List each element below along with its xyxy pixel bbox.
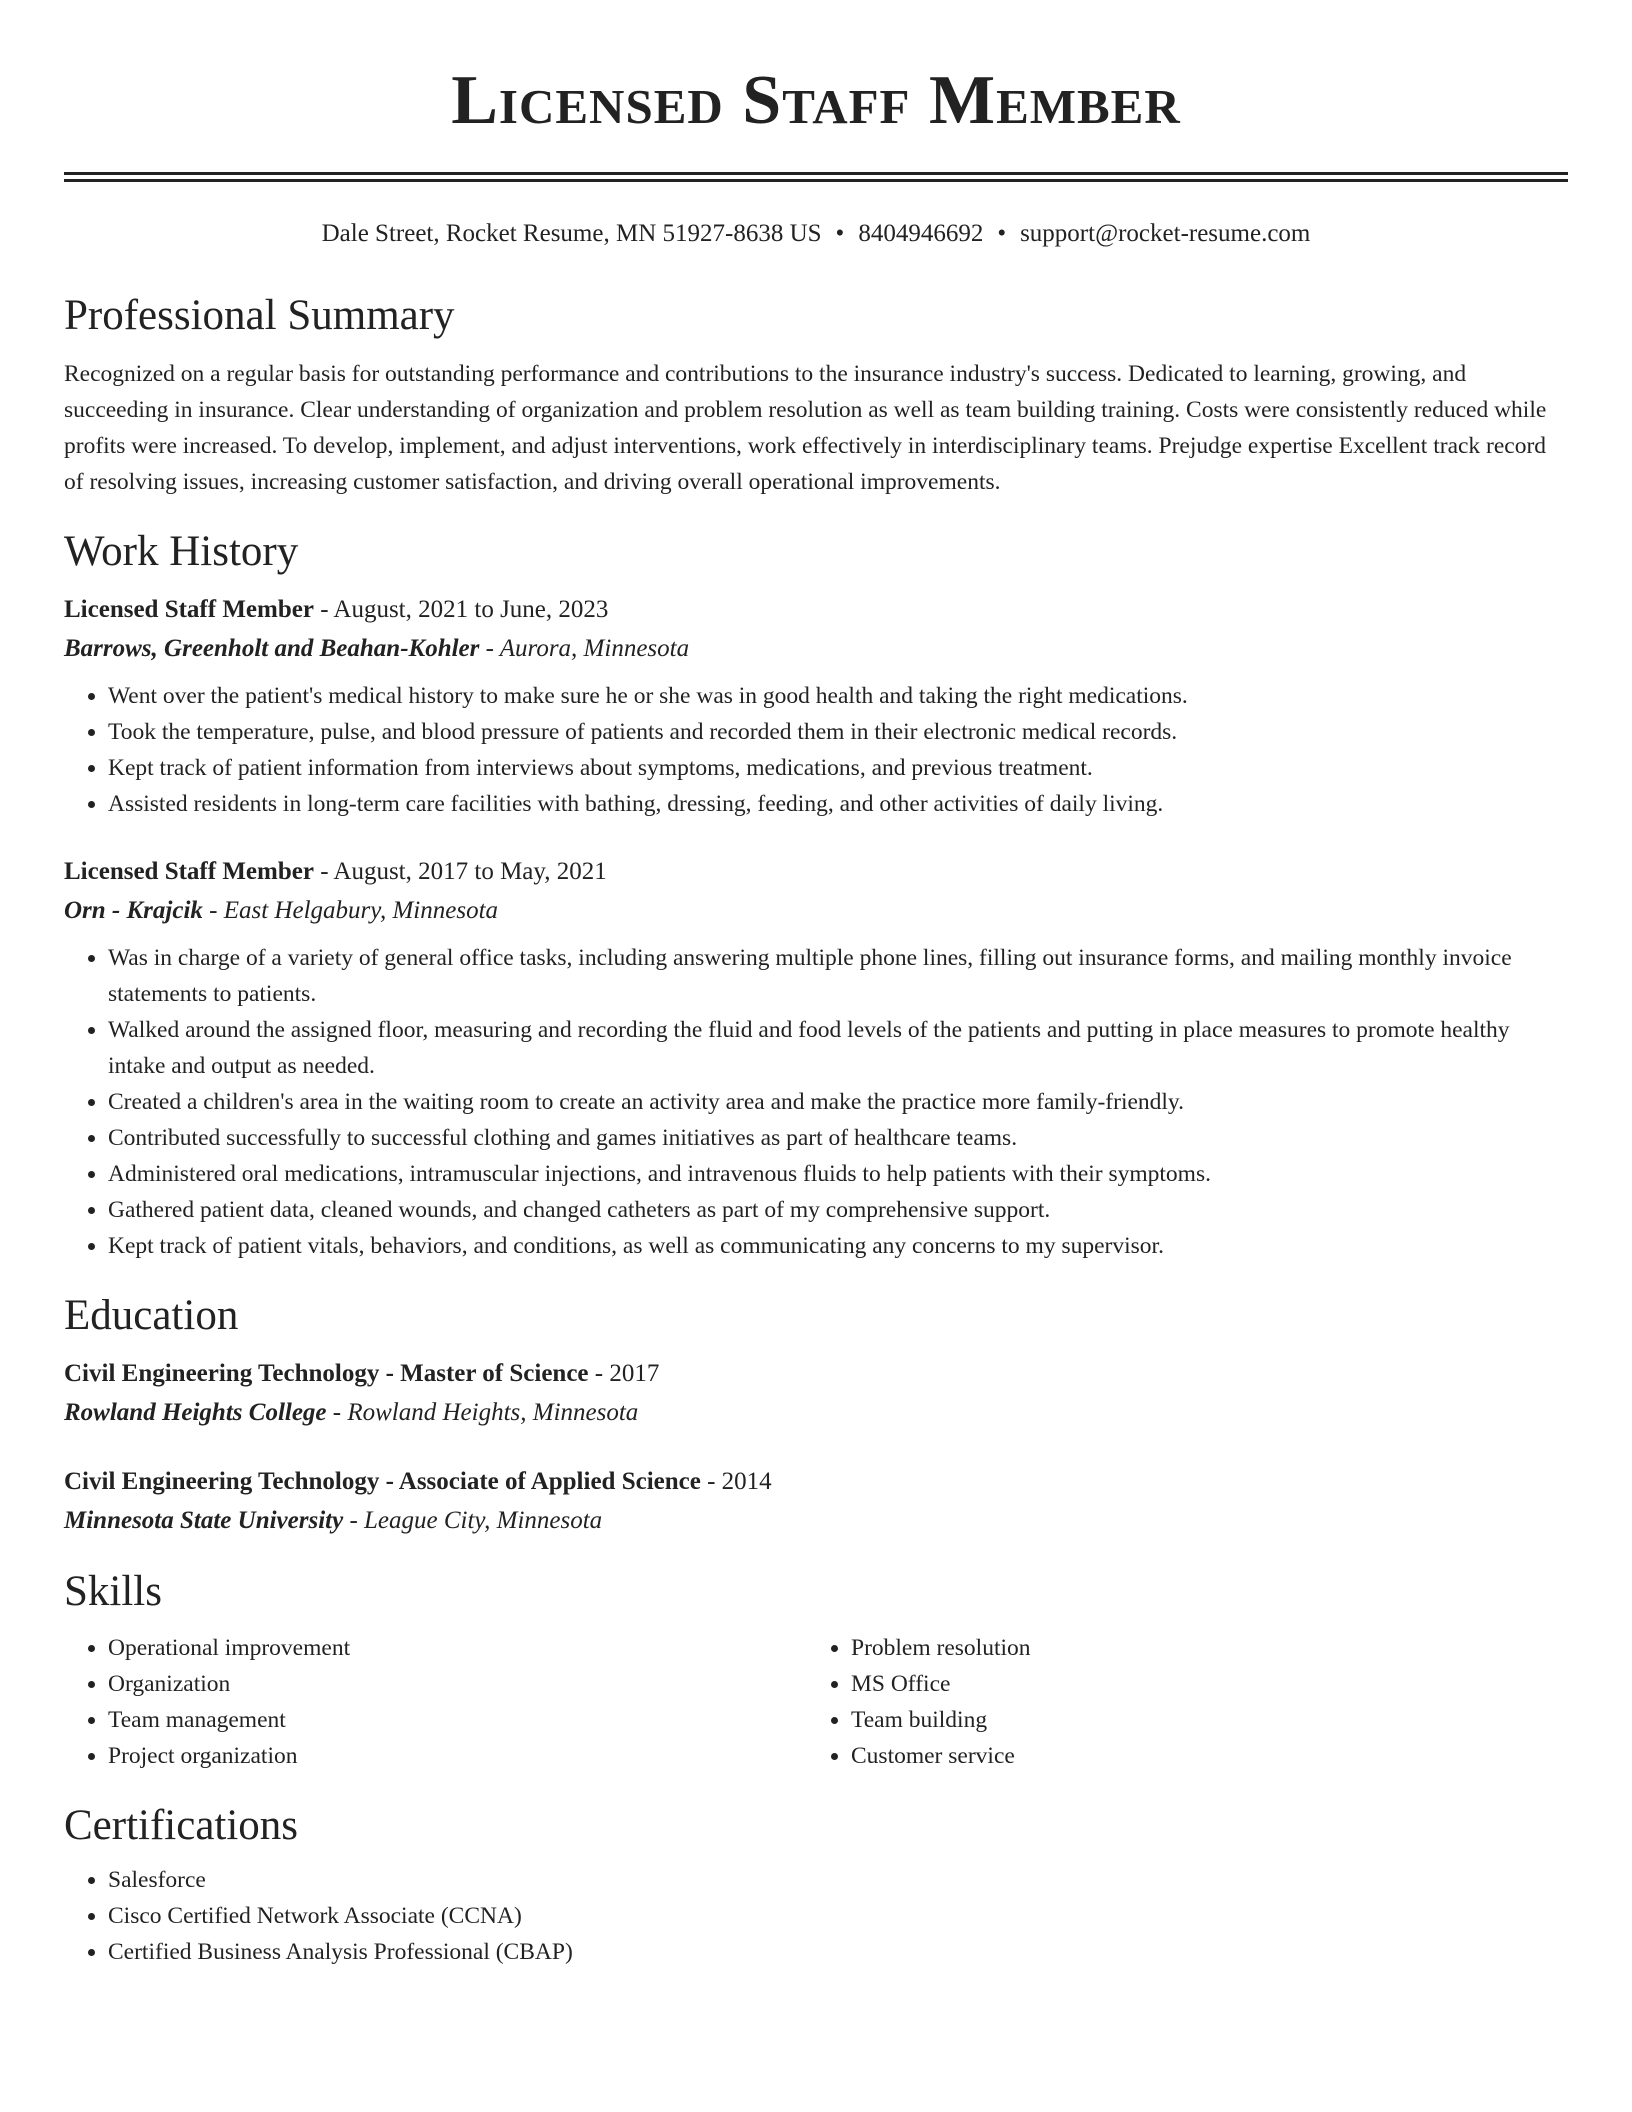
list-item: • Contributed successfully to successful clothing and games initiatives as part of healthcare teams. — [108, 1120, 1568, 1156]
work-history-heading: Work History — [64, 528, 299, 575]
list-item: • Kept track of patient vitals, behaviors, and conditions, as well as communicating any concerns to my supervisor. — [108, 1228, 1568, 1264]
skills-list-left — [64, 1630, 807, 1774]
job-dates: - August, 2017 to May, 2021 — [313, 858, 607, 885]
list-item: • Assisted residents in long-term care facilities with bathing, dressing, feeding, and other activities of daily living. — [108, 786, 1568, 822]
list-item: • Operational improvement — [108, 1630, 807, 1666]
list-item: • Team building — [851, 1702, 1550, 1738]
list-item: • Gathered patient data, cleaned wounds, and changed catheters as part of my comprehensive support. — [108, 1192, 1568, 1228]
job-duties-list — [64, 678, 1568, 822]
degree-name: Civil Engineering Technology - Master of Science — [64, 1360, 589, 1387]
school-line — [64, 1393, 1568, 1432]
school-name: Rowland Heights College — [64, 1399, 327, 1426]
contact-phone: 8404946692 — [858, 220, 984, 247]
job-role: Licensed Staff Member — [64, 858, 314, 885]
degree-name: Civil Engineering Technology - Associate of Applied Science — [64, 1468, 701, 1495]
job-role: Licensed Staff Member — [64, 596, 314, 623]
list-item: • Problem resolution — [851, 1630, 1550, 1666]
list-item: • Was in charge of a variety of general office tasks, including answering multiple phone lines, filling out insurance forms, and mailing monthly invoice statements to patients. — [108, 940, 1568, 1012]
certifications-heading: Certifications — [64, 1802, 299, 1849]
list-item: • Salesforce — [108, 1862, 1568, 1898]
school-location: - League City, Minnesota — [343, 1507, 603, 1534]
education-entry — [64, 1462, 1568, 1540]
degree-year: - 2014 — [700, 1468, 772, 1495]
job-duties-list — [64, 940, 1568, 1264]
contact-line — [64, 216, 1568, 252]
school-name: Minnesota State University — [64, 1507, 344, 1534]
education-heading: Education — [64, 1292, 239, 1339]
education-entry — [64, 1354, 1568, 1432]
resume-name: Licensed Staff Member — [451, 62, 1181, 139]
contact-separator: • — [835, 220, 845, 247]
summary-heading: Professional Summary — [64, 292, 455, 339]
job-company: Barrows, Greenholt and Beahan-Kohler — [64, 635, 480, 662]
list-item: • Created a children's area in the waiting room to create an activity area and make the practice more family-friendly. — [108, 1084, 1568, 1120]
certifications-list — [64, 1862, 1568, 1970]
job-dates: - August, 2021 to June, 2023 — [313, 596, 609, 623]
list-item: • Took the temperature, pulse, and blood pressure of patients and recorded them in their electronic medical records. — [108, 714, 1568, 750]
list-item: • MS Office — [851, 1666, 1550, 1702]
job-location: - East Helgabury, Minnesota — [202, 897, 499, 924]
skills-list-right — [807, 1630, 1550, 1774]
degree-line — [64, 1354, 1568, 1393]
contact-email: support@rocket-resume.com — [1020, 220, 1311, 247]
list-item: • Administered oral medications, intramuscular injections, and intravenous fluids to help patients with their symptoms. — [108, 1156, 1568, 1192]
list-item: • Customer service — [851, 1738, 1550, 1774]
school-line — [64, 1501, 1568, 1540]
skills-grid — [64, 1630, 1568, 1774]
school-location: - Rowland Heights, Minnesota — [326, 1399, 639, 1426]
degree-line — [64, 1462, 1568, 1501]
job-title-line — [64, 852, 1568, 891]
list-item: • Organization — [108, 1666, 807, 1702]
job-entry — [64, 852, 1568, 1264]
list-item: • Walked around the assigned floor, measuring and recording the fluid and food levels of the patients and putting in place measures to promote healthy intake and output as needed. — [108, 1012, 1568, 1084]
list-item: • Cisco Certified Network Associate (CCNA) — [108, 1898, 1568, 1934]
skills-heading: Skills — [64, 1568, 162, 1615]
job-company-line — [64, 891, 1568, 930]
header-double-rule — [64, 172, 1568, 182]
list-item: • Certified Business Analysis Professional (CBAP) — [108, 1934, 1568, 1970]
job-entry — [64, 590, 1568, 822]
list-item: • Went over the patient's medical history to make sure he or she was in good health and taking the right medications. — [108, 678, 1568, 714]
summary-text: Recognized on a regular basis for outstanding performance and contributions to the insurance industry's success. Dedicated to learning, growing, and succeeding in insurance. Clear understanding of organization and problem resolution as well as team building training. Costs were consistently reduced while profits were increased. To develop, implement, and adjust interventions, work effectively in interdisciplinary teams. Prejudge expertise Excellent track record of resolving issues, increasing customer satisfaction, and driving overall operational improvements. — [64, 361, 1547, 495]
job-title-line — [64, 590, 1568, 629]
list-item: • Kept track of patient information from interviews about symptoms, medications, and previous treatment. — [108, 750, 1568, 786]
list-item: • Team management — [108, 1702, 807, 1738]
job-company-line — [64, 629, 1568, 668]
job-company: Orn - Krajcik — [64, 897, 203, 924]
contact-separator: • — [997, 220, 1007, 247]
degree-year: - 2017 — [588, 1360, 660, 1387]
contact-address: Dale Street, Rocket Resume, MN 51927-8638 US — [321, 220, 822, 247]
job-location: - Aurora, Minnesota — [479, 635, 690, 662]
list-item: • Project organization — [108, 1738, 807, 1774]
